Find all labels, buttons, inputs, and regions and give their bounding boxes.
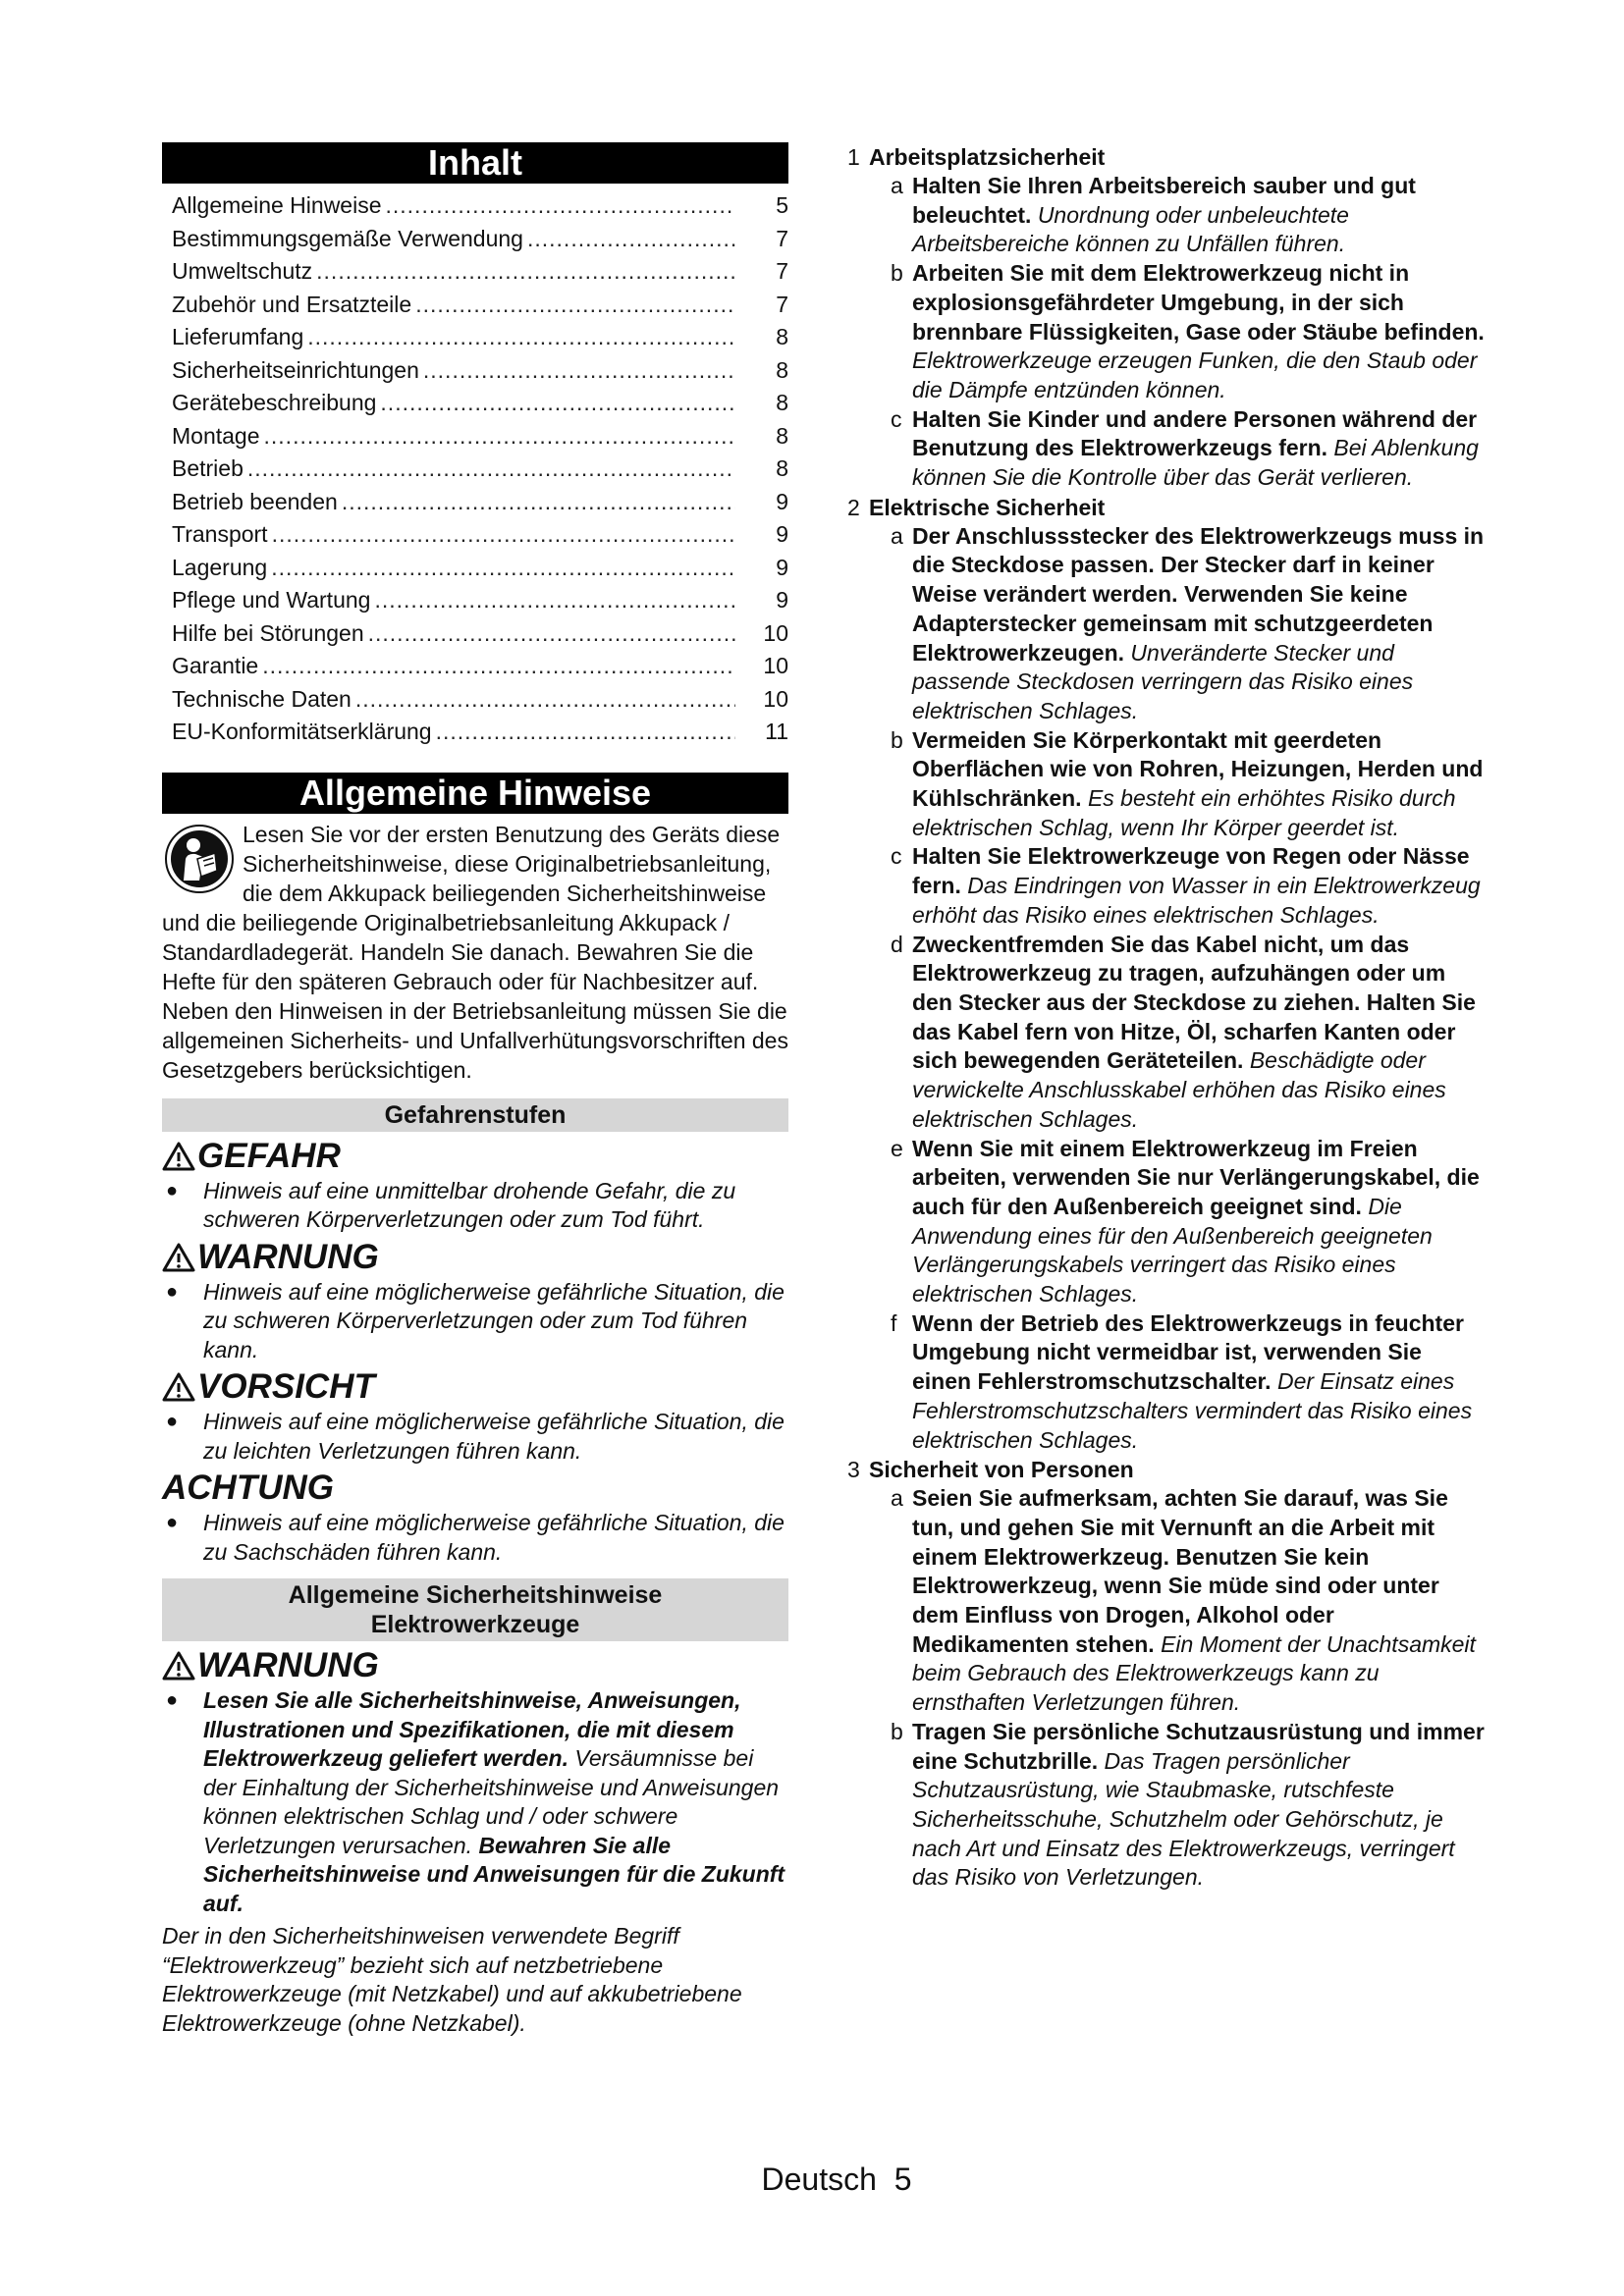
toc-item[interactable]: Transport ..... 9 [172,518,788,552]
right-column [847,142,1486,1893]
warning-triangle-icon [162,1371,195,1403]
list-item: f Wenn der Betrieb des Elektrowerkzeugs in feuchter Umgebung nicht vermeidbar ist, verwenden Sie einen Fehlerstromschutzschalter. Der Einsatz eines Fehlerstromschutzschalters vermindert das Risiko eines elektrischen Schlages. [891,1309,1473,1453]
hazard-levels-heading: Gefahrenstufen [162,1098,788,1132]
warning-triangle-icon [162,1242,195,1273]
safety-general-heading: Allgemeine Sicherheitshinweise Elektrowerkzeuge [162,1578,788,1641]
toc-item[interactable]: Lieferumfang ..... 8 [172,321,788,354]
toc-item[interactable]: Bestimmungsgemäße Verwendung ..... 7 [172,223,788,256]
toc-item[interactable]: Umweltschutz ..... 7 [172,255,788,289]
page-number: 5 [893,2162,912,2197]
toc-item[interactable]: Montage ..... 8 [172,420,788,454]
toc-item[interactable]: Technische Daten ..... 10 [172,683,788,717]
toc-item[interactable]: Pflege und Wartung ..... 9 [172,584,788,617]
section-heading: 2 Elektrische Sicherheit [847,494,1106,520]
toc-item[interactable]: Zubehör und Ersatzteile ..... 7 [172,289,788,322]
toc-item[interactable]: Allgemeine Hinweise ..... 5 [172,189,788,223]
toc-item[interactable]: EU-Konformitätserklärung ..... 11 [172,716,788,749]
toc-heading: Inhalt [162,142,788,184]
toc-item[interactable]: Hilfe bei Störungen ..... 10 [172,617,788,651]
danger-title: GEFAHR [162,1138,788,1175]
list-item: c Halten Sie Elektrowerkzeuge von Regen oder Nässe fern. Das Eindringen von Wasser in ein Elektrowerkzeug erhöht das Risiko eines elektrischen Schlages. [891,843,1481,928]
attention-title: ACHTUNG [162,1468,334,1507]
list-item: b Tragen Sie persönliche Schutzausrüstung und immer eine Schutzbrille. Das Tragen persönlicher Schutzausrüstung, wie Staubmaske, rutschfeste Sicherheitsschuhe, Schutzhelm oder Gehörschutz, je nach Art und Einsatz des Elektrowerkzeugs, verringert das Risiko von Verletzungen. [891,1718,1485,1891]
warning-title: WARNUNG [162,1239,788,1276]
safety-warning-text: ● Lesen Sie alle Sicherheitshinweise, Anweisungen, Illustrationen und Spezifikationen, die mit diesem Elektrowerkzeug geliefert werden. Versäumnisse bei der Einhaltung der Sicherheitshinweise und Anweisungen können elektrischen Schlag und / oder schwere Verletzungen verursachen. Bewahren Sie alle Sicherheitshinweise und Anweisungen für die Zukunft auf. [166,1687,785,1916]
footer-language: Deutsch [761,2162,877,2197]
list-item: e Wenn Sie mit einem Elektrowerkzeug im Freien arbeiten, verwenden Sie nur Verlängerungskabel, die auch für den Außenbereich geeignet sind. Die Anwendung eines für den Außenbereich geeigneten Verlängerungskabels verringert das Risiko eines elektrischen Schlages. [891,1135,1480,1308]
attention-text: ● Hinweis auf eine möglicherweise gefährliche Situation, die zu Sachschäden führen kann. [166,1510,785,1565]
warning-triangle-icon [162,1650,195,1682]
toc-item[interactable]: Betrieb beenden ..... 9 [172,486,788,519]
caution-title: VORSICHT [162,1368,788,1406]
caution-text: ● Hinweis auf eine möglicherweise gefährliche Situation, die zu leichten Verletzungen führen kann. [166,1409,785,1464]
toc-item[interactable]: Lagerung ..... 9 [172,552,788,585]
general-notes-intro: Lesen Sie vor der ersten Benutzung des Geräts diese Sicherheitshinweise, diese Originalbetriebsanleitung, die dem Akkupack beiliegenden Sicherheitshinweise und die beiliegende Originalbetriebsanleitung Akkupack / Standardladegerät. Handeln Sie danach. Bewahren Sie die Hefte für den späteren Gebrauch oder für Nachbesitzer auf. Neben den Hinweisen in der Betriebsanleitung müssen Sie die allgemeinen Sicherheits- und Unfallverhütungsvorschriften des Gesetzgebers berücksichtigen. [162,821,788,1083]
left-column [162,142,788,2038]
read-manual-icon [164,824,235,894]
page-footer [0,2160,1624,2199]
toc-item[interactable]: Garantie ..... 10 [172,650,788,683]
list-item: b Vermeiden Sie Körperkontakt mit geerdeten Oberflächen wie von Rohren, Heizungen, Herden und Kühlschränken. Es besteht ein erhöhtes Risiko durch elektrischen Schlag, wenn Ihr Körper geerdet ist. [891,726,1484,840]
safety-closing-text: Der in den Sicherheitshinweisen verwendete Begriff “Elektrowerkzeug” bezieht sich auf netzbetriebene Elektrowerkzeuge (mit Netzkabel) und auf akkubetriebene Elektrowerkzeuge (ohne Netzkabel). [162,1923,742,2036]
toc-item[interactable]: Gerätebeschreibung ..... 8 [172,387,788,420]
general-notes-heading: Allgemeine Hinweise [162,773,788,814]
section-heading: 3 Sicherheit von Personen [847,1457,1134,1483]
list-item: d Zweckentfremden Sie das Kabel nicht, um das Elektrowerkzeug zu tragen, aufzuhängen oder um den Stecker aus der Steckdose zu ziehen. Halten Sie das Kabel fern von Hitze, Öl, scharfen Kanten oder sich bewegenden Geräteteilen. Beschädigte oder verwickelte Anschlusskabel erhöhen das Risiko eines elektrischen Schlages. [891,931,1476,1132]
warning-triangle-icon [162,1141,195,1172]
toc-list [162,189,788,749]
safety-warning-title: WARNUNG [162,1647,788,1684]
toc-item[interactable]: Sicherheitseinrichtungen ..... 8 [172,354,788,388]
toc-item[interactable]: Betrieb ..... 8 [172,453,788,486]
warning-text: ● Hinweis auf eine möglicherweise gefährliche Situation, die zu schweren Körperverletzungen oder zum Tod führen kann. [166,1278,785,1362]
list-item: a Halten Sie Ihren Arbeitsbereich sauber und gut beleuchtet. Unordnung oder unbeleuchtete Arbeitsbereiche können zu Unfällen führen. [891,173,1416,257]
danger-text: ● Hinweis auf eine unmittelbar drohende Gefahr, die zu schweren Körperverletzungen oder zum Tod führt. [166,1177,736,1232]
list-item: a Seien Sie aufmerksam, achten Sie darauf, was Sie tun, und gehen Sie mit Vernunft an die Arbeit mit einem Elektrowerkzeug. Benutzen Sie kein Elektrowerkzeug, wenn Sie müde sind oder unter dem Einfluss von Drogen, Alkohol oder Medikamenten stehen. Ein Moment der Unachtsamkeit beim Gebrauch des Elektrowerkzeugs kann zu ernsthaften Verletzungen führen. [891,1485,1476,1716]
list-item: a Der Anschlussstecker des Elektrowerkzeugs muss in die Steckdose passen. Der Stecker darf in keiner Weise verändert werden. Verwenden Sie keine Adapterstecker gemeinsam mit schutzgeerdeten Elektrowerkzeugen. Unveränderte Stecker und passende Steckdosen verringern das Risiko eines elektrischen Schlages. [891,522,1485,723]
list-item: c Halten Sie Kinder und andere Personen während der Benutzung des Elektrowerkzeugs fern. Bei Ablenkung können Sie die Kontrolle über das Gerät verlieren. [891,405,1479,491]
section-heading: 1 Arbeitsplatzsicherheit [847,144,1106,170]
list-item: b Arbeiten Sie mit dem Elektrowerkzeug nicht in explosionsgefährdeter Umgebung, in der sich brennbare Flüssigkeiten, Gase oder Stäube befinden. Elektrowerkzeuge erzeugen Funken, die den Staub oder die Dämpfe entzünden können. [891,260,1485,402]
